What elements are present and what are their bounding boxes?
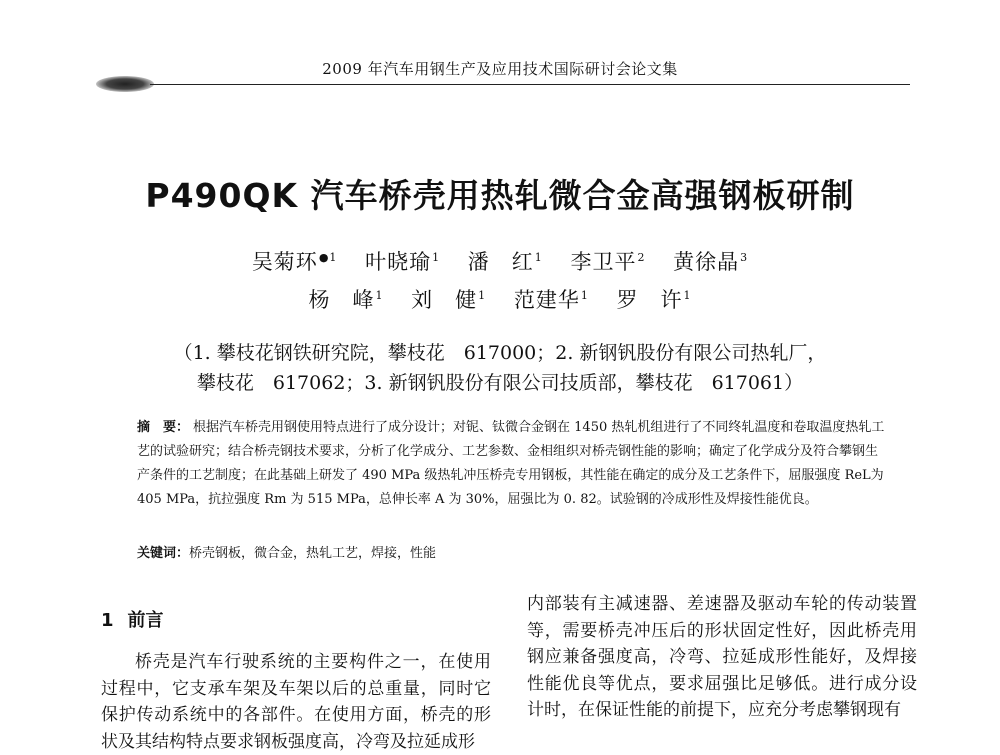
body-column-left: 桥壳是汽车行驶系统的主要构件之一，在使用过程中，它支承车架及车架以后的总重量，同时它保护传动系统中的各部件。在使用方面，桥壳的形状及其结构特点要求钢板强度高，冷弯及拉延成形 xyxy=(101,652,491,752)
abstract-label: 摘 要： xyxy=(137,420,190,435)
body-column-right: 内部装有主减速器、差速器及驱动车轮的传动装置等，需要桥壳冲压后的形状固定性好，因此桥壳用钢应兼备强度高，冷弯、拉延成形性能好，及焊接性能优良等优点，要求屈强比足够低。进行成分设计时，在保证性能的前提下，应充分考虑攀钢现有 xyxy=(527,594,917,720)
affiliation-line-2: 攀枝花 617062；3. 新钢钒股份有限公司技质部，攀枝花 617061） xyxy=(196,372,804,394)
header-rule xyxy=(150,84,910,85)
author: 吴菊环$^{●1}$ xyxy=(251,250,338,274)
abstract xyxy=(137,416,889,512)
paper-title: P490QK 汽车桥壳用热轧微合金高强钢板研制 xyxy=(145,176,855,215)
abstract-text: 根据汽车桥壳用钢使用特点进行了成分设计；对铌、钛微合金钢在 1450 热轧机组进行了不同终轧温度和卷取温度热轧工艺的试验研究；结合桥壳钢技术要求，分析了化学成分、工艺参数、金相组织对桥壳钢性能的影响；确定了化学成分及符合攀钢生产条件的工艺制度；在此基础上研发了 490 MPa 级热轧冲压桥壳专用钢板，其性能在确定的成分及工艺条件下，屈服强度 ReL为 405 MPa，抗拉强度 Rm 为 515 MPa，总伸长率 A 为 30%，屈强比为 0. 82。试验钢的冷成形性及焊接性能优良。 xyxy=(137,420,885,507)
author-list-row-1 xyxy=(0,246,1000,276)
author: 李卫平$^2$ xyxy=(570,250,646,274)
author: 潘 红$^1$ xyxy=(467,250,543,274)
section-title: 前言 xyxy=(127,610,164,631)
keywords-text: 桥壳钢板，微合金，热轧工艺，焊接，性能 xyxy=(189,546,437,561)
author: 刘 健$^1$ xyxy=(411,288,487,312)
section-number: 1 xyxy=(101,610,114,631)
author: 杨 峰$^1$ xyxy=(308,288,384,312)
keywords xyxy=(137,542,889,566)
author: 罗 许$^1$ xyxy=(616,288,692,312)
keywords-label: 关键词： xyxy=(137,546,190,561)
affiliation-line-1: （1. 攀枝花钢铁研究院，攀枝花 617000；2. 新钢钒股份有限公司热轧厂， xyxy=(173,342,827,364)
author-list-row-2 xyxy=(0,284,1000,314)
author: 范建华$^1$ xyxy=(513,288,589,312)
author: 黄徐晶$^3$ xyxy=(673,250,749,274)
section-heading xyxy=(101,606,164,632)
author: 叶晓瑜$^1$ xyxy=(365,250,441,274)
header-ornament xyxy=(96,76,154,92)
running-head: 2009 年汽车用钢生产及应用技术国际研讨会论文集 xyxy=(322,60,678,78)
